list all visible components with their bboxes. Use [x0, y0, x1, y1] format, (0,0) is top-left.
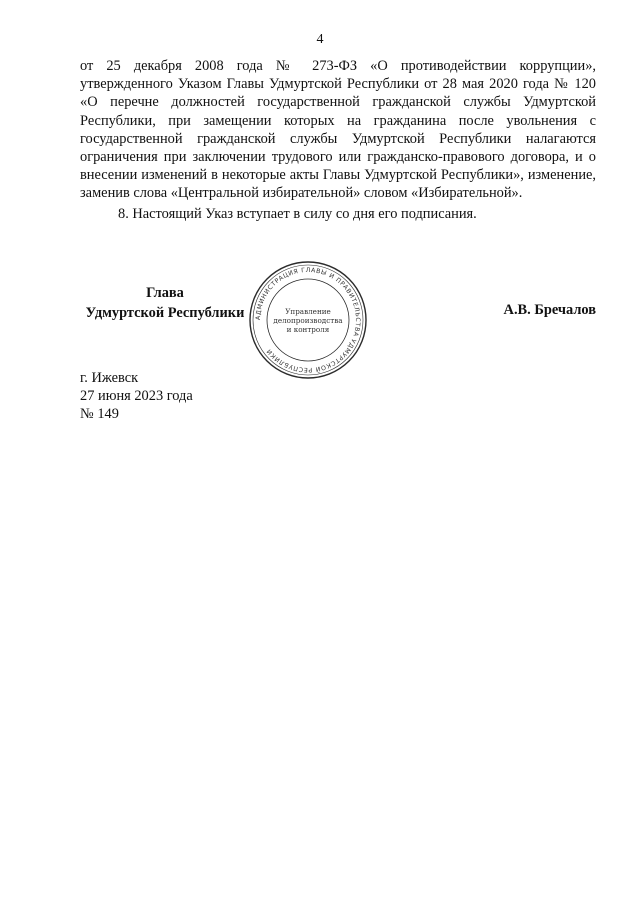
- seal-ring-text: АДМИНИСТРАЦИЯ ГЛАВЫ И ПРАВИТЕЛЬСТВА УДМУРТСКОЙ РЕСПУБЛИКИ: [254, 266, 362, 374]
- seal-center-line2: делопроизводства: [273, 316, 343, 325]
- seal-center-line3: и контроля: [286, 325, 330, 334]
- official-seal: [248, 260, 368, 380]
- paragraph-point-8: 8. Настоящий Указ вступает в силу со дня его подписания.: [118, 205, 477, 222]
- issue-city: г. Ижевск: [80, 370, 139, 386]
- signatory-title-line2: Удмуртской Республики: [85, 305, 245, 321]
- signatory-name: А.В. Бречалов: [503, 302, 596, 318]
- document-number: № 149: [80, 406, 119, 422]
- signatory-title-line1: Глава: [146, 285, 184, 301]
- signatory-title: [80, 283, 250, 323]
- issue-date: 27 июня 2023 года: [80, 388, 193, 404]
- document-footer: [80, 369, 193, 423]
- document-body: [80, 57, 596, 223]
- seal-center-line1: Управление: [285, 307, 331, 316]
- paragraph-continuation: от 25 декабря 2008 года № 273-ФЗ «О противодействии коррупции», утвержденного Указом Главы Удмуртской Республики от 28 мая 2020 года № 120 «О перечне должностей государственной гражданской службы Удмуртской Республики, при замещении которых на гражданина после увольнения с государственной гражданской службы Удмуртской Республики налагаются ограничения при заключении трудового или гражданско-правового договора, и о внесении изменений в некоторые акты Главы Удмуртской Республики», изменение, заменив слова «Центральной избирательной» словом «Избирательной».: [80, 58, 596, 202]
- page-number: 4: [316, 32, 324, 47]
